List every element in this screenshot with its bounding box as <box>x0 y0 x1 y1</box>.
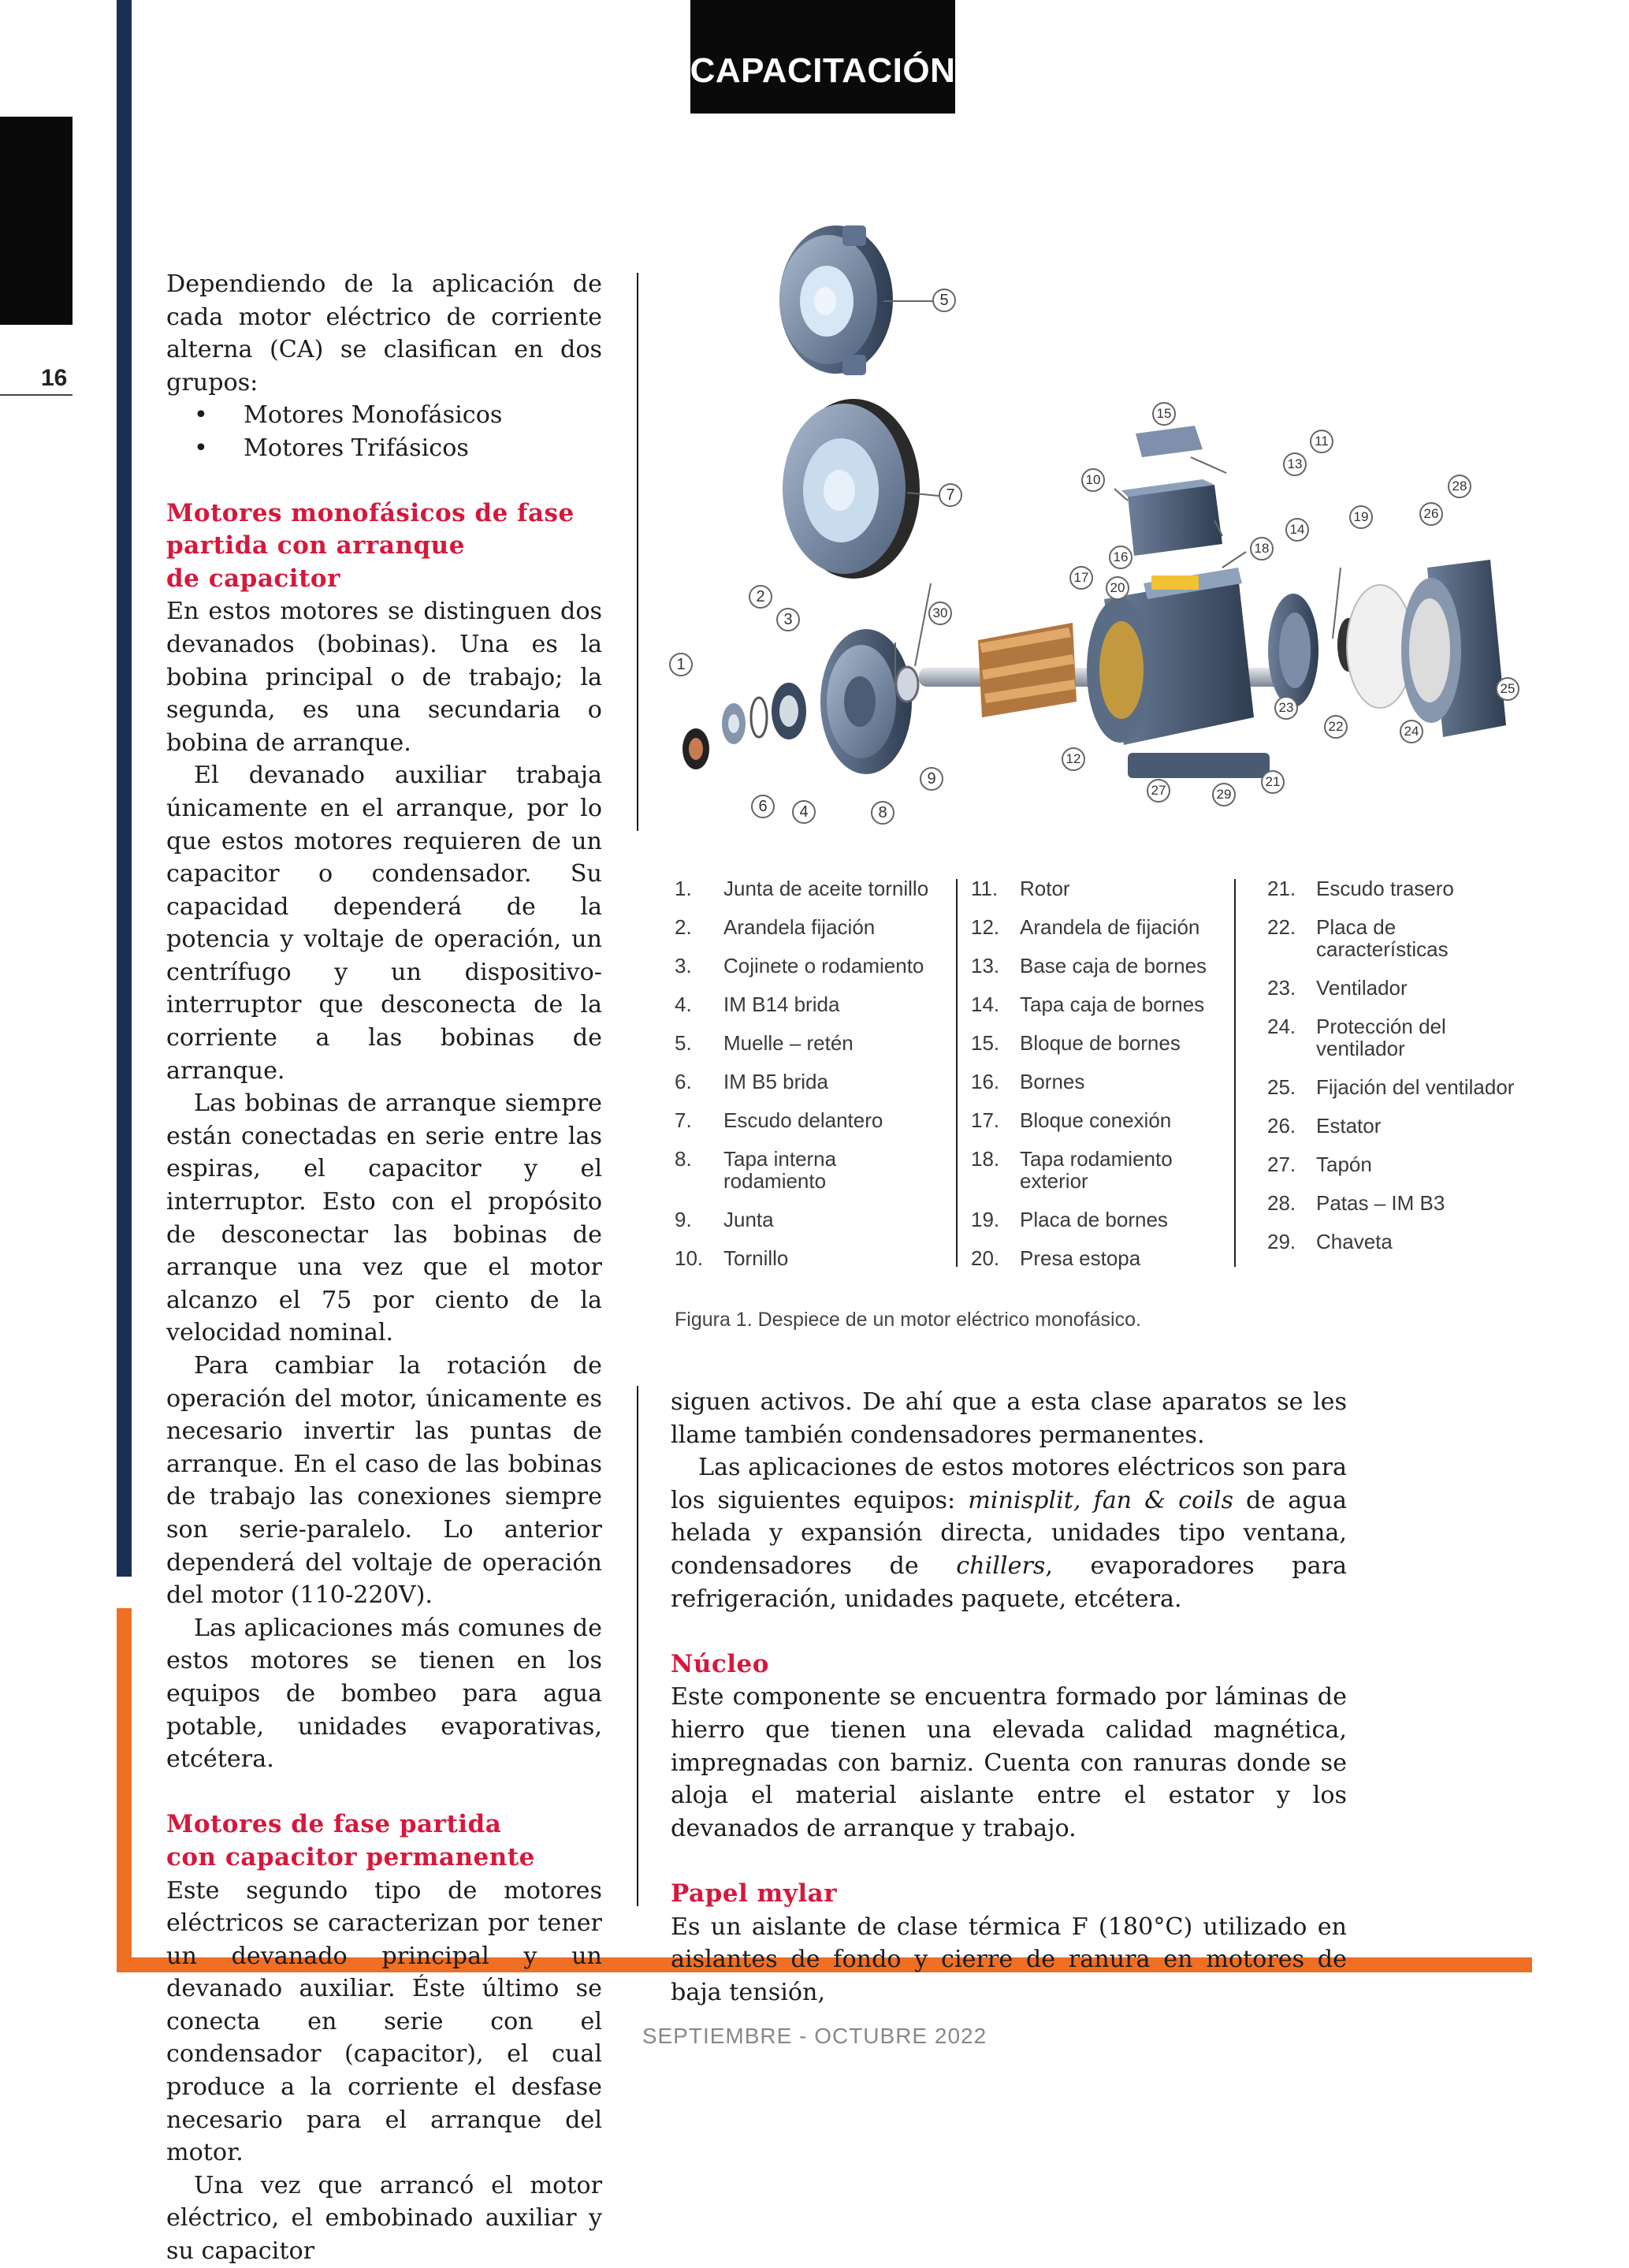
section1-paragraph: El devanado auxiliar trabaja únicamente en el arranque, por lo que estos motores requieren de un capacitor o condensador. Su capacidad dependerá de la potencia y voltaje de operación, un centrífugo y un dispositivo-interruptor que desconecta de la corriente a las bobinas de arranque. <box>166 762 602 1085</box>
legend-item: 19. Placa de bornes <box>971 1208 1168 1231</box>
callout-4: 4 <box>792 800 816 824</box>
legend-item: 26. Estator <box>1267 1114 1382 1138</box>
callout-27: 27 <box>1147 779 1170 803</box>
issue-footer: SEPTIEMBRE - OCTUBRE 2022 <box>642 2024 987 2048</box>
callout-1: 1 <box>669 653 693 676</box>
callout-7: 7 <box>939 483 962 507</box>
callout-10: 10 <box>1081 468 1105 492</box>
legend-separator <box>956 879 958 1267</box>
heading-line: Motores de fase partida <box>166 1810 502 1839</box>
legend-column-2 <box>971 877 1231 1286</box>
column-divider-bottom <box>637 1386 638 1906</box>
mylar-paragraph: Es un aislante de clase térmica F (180°C) utilizado en aislantes de fondo y cierre de ranura en motores de baja tensión, <box>671 1912 1347 2006</box>
legend-item: 6. IM B5 brida <box>675 1070 828 1093</box>
callout-18: 18 <box>1250 537 1274 560</box>
heading-line: con capacitor permanente <box>166 1842 535 1871</box>
page-number: 16 <box>41 365 68 391</box>
legend-item: 23. Ventilador <box>1267 976 1408 1000</box>
legend-item: 8. Tapa interna rodamiento <box>675 1147 837 1193</box>
legend-column-1 <box>675 877 943 1286</box>
page-number-rule <box>0 394 73 396</box>
section1-paragraph: Las aplicaciones más comunes de estos motores se tienen en los equipos de bombeo para agua potable, unidades evaporativas, etcétera. <box>166 1614 602 1774</box>
nucleo-paragraph: Este componente se encuentra formado por láminas de hierro que tienen una elevada calidad magnética, impregnadas con barniz. Cuenta con ranuras donde se aloja el material aislante entre el estator y los devanados de arranque y trabajo. <box>671 1683 1347 1842</box>
column-divider-top <box>637 273 638 831</box>
margin-black-block <box>0 117 73 325</box>
callout-6: 6 <box>751 795 775 818</box>
heading-line: partida con arranque <box>166 531 465 560</box>
callout-11: 11 <box>1310 430 1333 453</box>
list-item: • Motores Trifásicos <box>166 432 602 465</box>
legend-item: 24. Protección del ventilador <box>1267 1015 1446 1060</box>
heading-line: de capacitor <box>166 564 340 593</box>
callout-30: 30 <box>928 601 952 625</box>
figure-caption: Figura 1. Despiece de un motor eléctrico monofásico. <box>675 1309 1141 1331</box>
legend-item: 27. Tapón <box>1267 1153 1372 1176</box>
callout-9: 9 <box>920 767 943 791</box>
legend-item: 21. Escudo trasero <box>1267 877 1454 900</box>
legend-item: 22. Placa de características <box>1267 915 1449 961</box>
callout-3: 3 <box>776 608 800 631</box>
legend-column-3 <box>1267 877 1535 1269</box>
intro-paragraph: Dependiendo de la aplicación de cada motor eléctrico de corriente alterna (CA) se clasifican en dos grupos: <box>166 270 602 397</box>
callout-16: 16 <box>1109 546 1132 569</box>
section1-paragraph: En estos motores se distinguen dos devanados (bobinas). Una es la bobina principal o de trabajo; la segunda, es una secundaria o bobina de arranque. <box>166 598 602 757</box>
legend-item: 10. Tornillo <box>675 1246 789 1270</box>
legend-item: 17. Bloque conexión <box>971 1108 1172 1132</box>
legend-item: 3. Cojinete o rodamiento <box>675 954 924 978</box>
legend-item: 9. Junta <box>675 1208 774 1231</box>
heading-line: Motores monofásicos de fase <box>166 498 575 527</box>
section1-paragraph: Para cambiar la rotación de operación del motor, únicamente es necesario invertir las puntas de arranque. En el caso de las bobinas de trabajo las conexiones siempre son serie-paralelo. Lo anterior dependerá del voltaje de operación del motor (110-220V). <box>166 1352 602 1610</box>
terminal-box-part <box>1121 426 1222 590</box>
legend-item: 7. Escudo delantero <box>675 1108 883 1132</box>
legend-separator <box>1234 879 1236 1267</box>
callout-28: 28 <box>1448 475 1471 498</box>
mylar-heading: Papel mylar <box>671 1879 838 1908</box>
legend-item: 29. Chaveta <box>1267 1230 1393 1253</box>
section1-paragraph: Las bobinas de arranque siempre están conectadas en serie entre las espiras, el capacitor y el interruptor. Esto con el propósito de desconectar las bobinas de arranque una vez que el motor alcanzo el 75 por ciento de la velocidad nominal. <box>166 1089 602 1347</box>
callout-5: 5 <box>932 289 956 312</box>
callout-2: 2 <box>749 585 772 609</box>
right-column <box>671 1386 1347 2009</box>
callout-8: 8 <box>871 801 894 825</box>
section-tab <box>690 0 955 114</box>
legend-item: 1. Junta de aceite tornillo <box>675 877 929 900</box>
applications-paragraph: Las aplicaciones de estos motores eléctricos son para los siguientes equipos: minisplit, fan & coils de agua helada y expansión directa, unidades tipo ventana, condensadores de chillers, evaporadores para refrigeración, unidades paquete, etcétera. <box>671 1454 1347 1613</box>
callout-20: 20 <box>1106 576 1129 600</box>
left-column <box>166 268 602 2268</box>
callout-14: 14 <box>1285 518 1309 542</box>
legend-item: 2. Arandela fijación <box>675 915 876 939</box>
callout-24: 24 <box>1400 720 1423 743</box>
continuation-paragraph: siguen activos. De ahí que a esta clase aparatos se les llame también condensadores permanentes. <box>671 1388 1347 1449</box>
motor-exploded-diagram <box>671 229 1545 836</box>
legend-item: 28. Patas – IM B3 <box>1267 1191 1445 1215</box>
navy-margin-bar <box>117 0 132 1577</box>
callout-23: 23 <box>1274 696 1298 720</box>
legend-item: 5. Muelle – retén <box>675 1031 854 1055</box>
orange-margin-bar <box>117 1608 132 1972</box>
section1-heading <box>166 497 602 596</box>
callout-19: 19 <box>1349 505 1373 529</box>
section2-paragraph: Una vez que arrancó el motor eléctrico, el embobinado auxiliar y su capacitor <box>166 2171 602 2266</box>
nucleo-heading: Núcleo <box>671 1649 769 1678</box>
front-shield-part <box>783 399 920 579</box>
callout-15: 15 <box>1152 402 1176 426</box>
rear-assembly-part <box>1268 560 1506 737</box>
section2-heading <box>166 1808 602 1874</box>
legend-item: 20. Presa estopa <box>971 1246 1141 1270</box>
callout-29: 29 <box>1212 783 1236 806</box>
flange-b14-part <box>779 225 893 375</box>
legend-item: 25. Fijación del ventilador <box>1267 1075 1515 1099</box>
callout-26: 26 <box>1419 502 1443 526</box>
callout-12: 12 <box>1062 747 1085 771</box>
section-label: CAPACITACIÓN <box>690 51 956 90</box>
legend-item: 18. Tapa rodamiento exterior <box>971 1147 1173 1193</box>
callout-17: 17 <box>1069 566 1093 590</box>
legend-item: 13. Base caja de bornes <box>971 954 1207 978</box>
list-item: • Motores Monofásicos <box>166 399 602 432</box>
small-parts-group <box>682 629 918 774</box>
callout-13: 13 <box>1283 452 1307 476</box>
section2-paragraph: Este segundo tipo de motores eléctricos se caracterizan por tener un devanado principal y un devanado auxiliar. Éste último se conecta en serie con el condensador (capacitor), el cual produce a la corriente el desfase necesario para el arranque del motor. <box>166 1876 602 2167</box>
legend-item: 12. Arandela de fijación <box>971 915 1200 939</box>
callout-22: 22 <box>1324 715 1348 739</box>
legend-item: 16. Bornes <box>971 1070 1085 1093</box>
callout-21: 21 <box>1261 770 1285 794</box>
callout-25: 25 <box>1496 677 1519 701</box>
legend-item: 14. Tapa caja de bornes <box>971 992 1205 1016</box>
legend-item: 11. Rotor <box>971 877 1070 900</box>
legend-item: 4. IM B14 brida <box>675 992 840 1016</box>
legend-item: 15. Bloque de bornes <box>971 1031 1181 1055</box>
motor-groups-list <box>166 399 602 464</box>
